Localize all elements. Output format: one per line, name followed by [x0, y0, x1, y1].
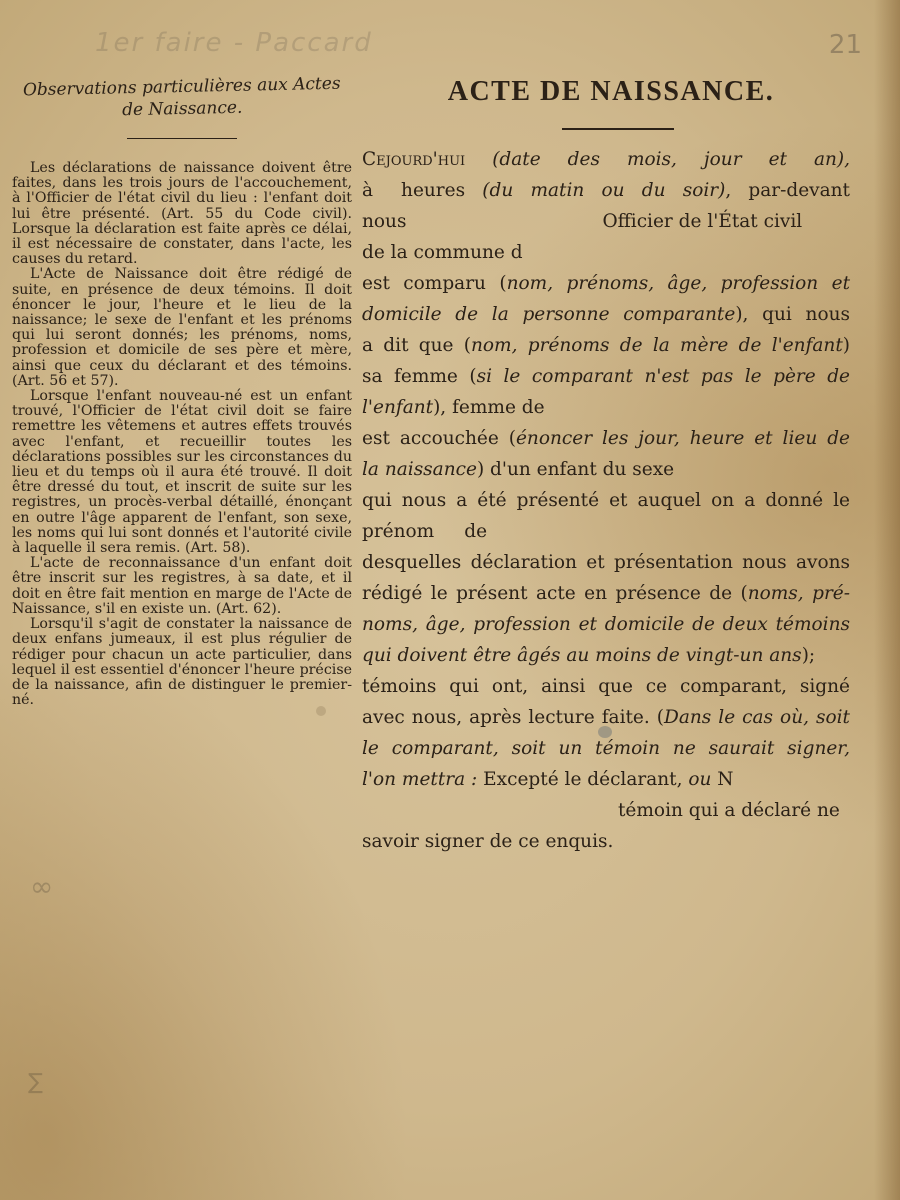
observations-column — [12, 72, 352, 708]
observation-paragraph: Les déclarations de naissance doivent être faites, dans les trois jours de l'accouchement, à l'Officier de l'état civil du lieu : l'enfant doit lui être présenté. (Art. 55 du Code civil). Lorsque la déclaration est faite après ce délai, il est nécessaire de constater, dans l'acte, les causes du retard. — [12, 160, 352, 268]
form-text-italic: (date des mois, jour et an), — [465, 149, 850, 170]
form-text-italic: noms, pré- — [747, 583, 850, 604]
form-body — [362, 144, 850, 857]
paper-edge-shadow — [874, 0, 900, 1200]
form-text: Cejourd'hui — [362, 149, 466, 170]
form-text: Excepté le déclarant, — [477, 769, 689, 790]
form-text: prénom — [362, 521, 435, 542]
form-text-italic: nom, prénoms, âge, profession et — [506, 273, 851, 294]
form-line — [362, 144, 850, 175]
form-text-italic: Dans le cas où, soit — [664, 707, 850, 728]
pencil-annotation: 1er faire - Paccard — [95, 28, 373, 58]
form-line — [362, 702, 850, 733]
form-text: est comparu ( — [362, 273, 507, 294]
form-line — [362, 578, 850, 609]
form-text-italic: l'enfant — [362, 397, 434, 418]
form-text-italic: domicile de la personne comparante — [362, 304, 736, 325]
form-line — [362, 671, 850, 702]
form-line — [362, 733, 850, 764]
form-line — [362, 361, 850, 392]
form-line — [362, 640, 850, 671]
form-text: ) d'un enfant du sexe — [476, 459, 675, 480]
form-text-italic: l'on mettra : — [362, 769, 478, 790]
form-line — [362, 454, 850, 485]
form-text: sa femme ( — [362, 366, 477, 387]
form-text: témoins qui ont, ainsi que ce comparant, signé — [362, 676, 850, 697]
form-text-italic: la naissance — [362, 459, 477, 480]
form-text-italic: noms, âge, profession et domicile de deux témoins — [362, 614, 850, 635]
page-number: 21 — [828, 30, 862, 60]
form-text: avec nous, après lecture faite. ( — [362, 707, 664, 728]
form-text: ), qui nous — [735, 304, 850, 325]
form-line — [362, 299, 850, 330]
form-line — [362, 268, 850, 299]
form-text-italic: ou — [688, 769, 712, 790]
form-text-italic: qui doivent être âgés au moins de vingt-un ans — [362, 645, 802, 666]
form-line — [362, 485, 850, 516]
birth-act-form — [362, 72, 850, 857]
form-text: rédigé le présent acte en présence de ( — [362, 583, 748, 604]
form-line — [362, 330, 850, 361]
form-text: savoir signer de ce enquis. — [362, 831, 614, 852]
form-text: de la commune d — [362, 242, 523, 263]
form-text-italic: si le comparant n'est pas le père de — [476, 366, 850, 387]
form-text-italic: (du matin ou du soir) — [465, 180, 726, 201]
form-text: ); — [801, 645, 816, 666]
form-text: de — [464, 521, 488, 542]
form-text: heures — [401, 180, 466, 201]
form-text: à — [362, 180, 374, 201]
form-text: ), femme de — [433, 397, 545, 418]
form-text: qui nous a été présenté et auquel on a donné le — [362, 490, 850, 511]
form-text-italic: le comparant, soit un témoin ne saurait signer, — [362, 738, 850, 759]
form-line — [362, 764, 850, 795]
observations-title: Observations particulières aux Actes de Naissance. — [22, 73, 341, 121]
form-text: desquelles déclaration et présentation nous avons — [362, 552, 850, 573]
margin-pencil-mark: ∞ — [30, 870, 54, 903]
observations-body — [12, 161, 352, 708]
observation-paragraph: Lorsqu'il s'agit de constater la naissance de deux enfans jumeaux, il est plus régulier de rédiger pour chacun un acte particulier, dans lequel il est essentiel d'énoncer l'heure précise de la naissance, afin de distinguer le premier-né. — [12, 616, 352, 709]
form-line — [362, 795, 850, 826]
observation-paragraph: L'acte de reconnaissance d'un enfant doit être inscrit sur les registres, à sa date, et il doit en être fait mention en marge de l'Acte de Naissance, s'il en existe un. (Art. 62). — [12, 555, 352, 617]
form-text: Officier de l'État civil — [602, 211, 803, 232]
form-text: nous — [362, 211, 407, 232]
form-line — [362, 237, 850, 268]
form-text: témoin qui a déclaré ne — [618, 800, 840, 821]
form-line — [362, 206, 850, 237]
form-text-italic: énoncer les jour, heure et lieu de — [515, 428, 850, 449]
form-line — [362, 423, 850, 454]
observation-paragraph: L'Acte de Naissance doit être rédigé de suite, en présence de deux témoins. Il doit énoncer le jour, l'heure et le lieu de la naissance; le sexe de l'enfant et les prénoms qui lui seront donnés; les prénoms, noms, profession et domicile de ses père et mère, ainsi que ceux du déclarant et des témoins. (Art. 56 et 57). — [12, 266, 352, 389]
form-line — [362, 826, 850, 857]
form-line — [362, 609, 850, 640]
title-divider — [562, 128, 674, 130]
form-line — [362, 392, 850, 423]
form-title: ACTE DE NAISSANCE. — [447, 76, 775, 107]
form-text: est accouchée ( — [362, 428, 516, 449]
form-line — [362, 516, 850, 547]
form-line — [362, 547, 850, 578]
form-text: , par-devant — [725, 180, 850, 201]
title-divider — [127, 138, 237, 139]
observation-paragraph: Lorsque l'enfant nouveau-né est un enfant trouvé, l'Officier de l'état civil doit se faire remettre les vêtemens et autres effets trouvés avec l'enfant, et recueillir toutes les déclarations possibles sur les circonstances du lieu et du temps où il aura été trouvé. Il doit être dressé du tout, et inscrit de suite sur les registres, un procès-verbal détaillé, énonçant en outre l'âge apparent de l'enfant, son sexe, les noms qui lui sont donnés et l'autorité civile à laquelle il sera remis. (Art. 58). — [12, 388, 352, 557]
form-text: a dit que ( — [362, 335, 471, 356]
form-line — [362, 175, 850, 206]
margin-pencil-mark: ∑ — [28, 1070, 43, 1095]
form-text-italic: nom, prénoms de la mère de l'enfant — [471, 335, 843, 356]
form-text: N — [711, 769, 734, 790]
form-text: ) — [842, 335, 850, 356]
